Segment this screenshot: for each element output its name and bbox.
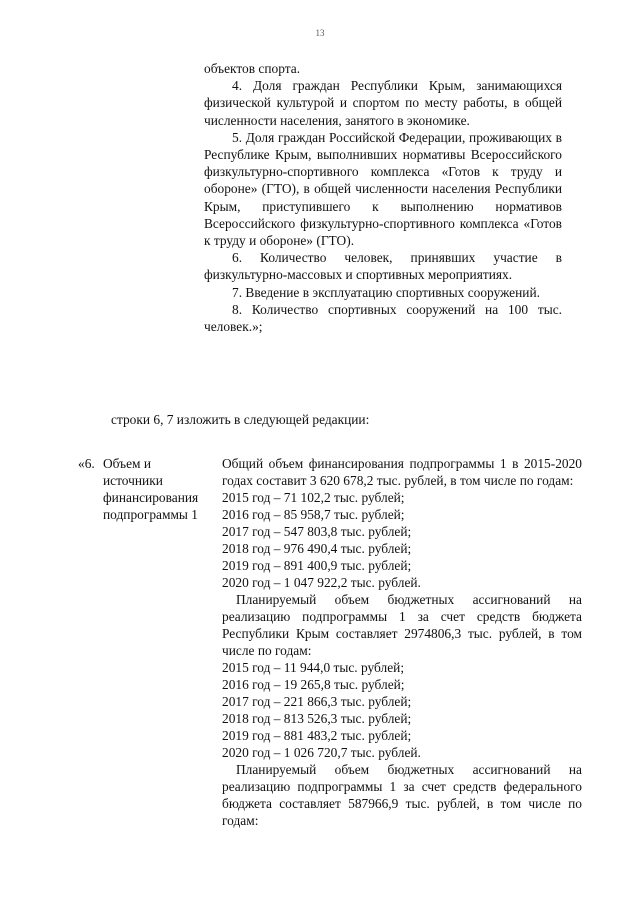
year-amount-line: 2020 год – 1 047 922,2 тыс. рублей. <box>222 575 421 590</box>
indicator-line: 5. Доля граждан Российской Федерации, проживающих в Республике Крым, выполнивших нормативы Всероссийского физкультурно-спортивного комплекса «Готов к труду и обороне» (ГТО), в общей численности населения Республики Крым, приступившего к выполнению нормативов Всероссийского физкультурно-спортивного комплекса «Готов к труду и обороне» (ГТО). <box>204 129 562 249</box>
row-label <box>103 455 215 523</box>
federal-budget-text: Планируемый объем бюджетных ассигнований на реализацию подпрограммы 1 за счет средств федерального бюджета составляет 587966,9 тыс. рублей, в том числе по годам: <box>222 762 582 828</box>
year-amount-line: 2018 год – 813 526,3 тыс. рублей; <box>222 711 412 726</box>
year-amount-line: 2015 год – 11 944,0 тыс. рублей; <box>222 660 405 675</box>
regional-budget-text: Планируемый объем бюджетных ассигнований на реализацию подпрограммы 1 за счет средств бюджета Республики Крым составляет 2974806,3 тыс. рублей, в том числе по годам: <box>222 592 582 658</box>
year-amount-line: 2015 год – 71 102,2 тыс. рублей; <box>222 490 405 505</box>
year-amount-line: 2016 год – 19 265,8 тыс. рублей; <box>222 677 405 692</box>
row-label-line: подпрограммы 1 <box>103 507 198 522</box>
row-label-line: источники <box>103 473 163 488</box>
row-label-line: Объем и <box>103 456 152 471</box>
indicators-list <box>204 60 562 335</box>
indicator-line: 4. Доля граждан Республики Крым, занимающихся физической культурой и спортом по месту работы, в общей численности населения, занятого в экономике. <box>204 78 562 128</box>
year-amount-line: 2017 год – 221 866,3 тыс. рублей; <box>222 694 412 709</box>
amendment-intro: строки 6, 7 изложить в следующей редакции: <box>111 412 370 427</box>
year-amount-line: 2019 год – 891 400,9 тыс. рублей; <box>222 558 412 573</box>
row-number: «6. <box>78 456 95 471</box>
financing-content <box>222 455 582 829</box>
year-amount-line: 2016 год – 85 958,7 тыс. рублей; <box>222 507 405 522</box>
page-number: 13 <box>315 28 325 38</box>
year-amount-line: 2019 год – 881 483,2 тыс. рублей; <box>222 728 412 743</box>
indicator-line: объектов спорта. <box>204 61 301 76</box>
year-amount-line: 2018 год – 976 490,4 тыс. рублей; <box>222 541 412 556</box>
indicator-line: 6. Количество человек, принявших участие в физкультурно-массовых и спортивных мероприятиях. <box>204 250 562 283</box>
total-financing-text: Общий объем финансирования подпрограммы 1 в 2015-2020 годах составит 3 620 678,2 тыс. рублей, в том числе по годам: <box>222 456 582 488</box>
year-amount-line: 2020 год – 1 026 720,7 тыс. рублей. <box>222 745 421 760</box>
indicator-line: 7. Введение в эксплуатацию спортивных сооружений. <box>232 284 540 300</box>
indicator-line: 8. Количество спортивных сооружений на 100 тыс. человек.»; <box>204 301 562 335</box>
year-amount-line: 2017 год – 547 803,8 тыс. рублей; <box>222 524 412 539</box>
row-label-line: финансирования <box>103 490 199 505</box>
